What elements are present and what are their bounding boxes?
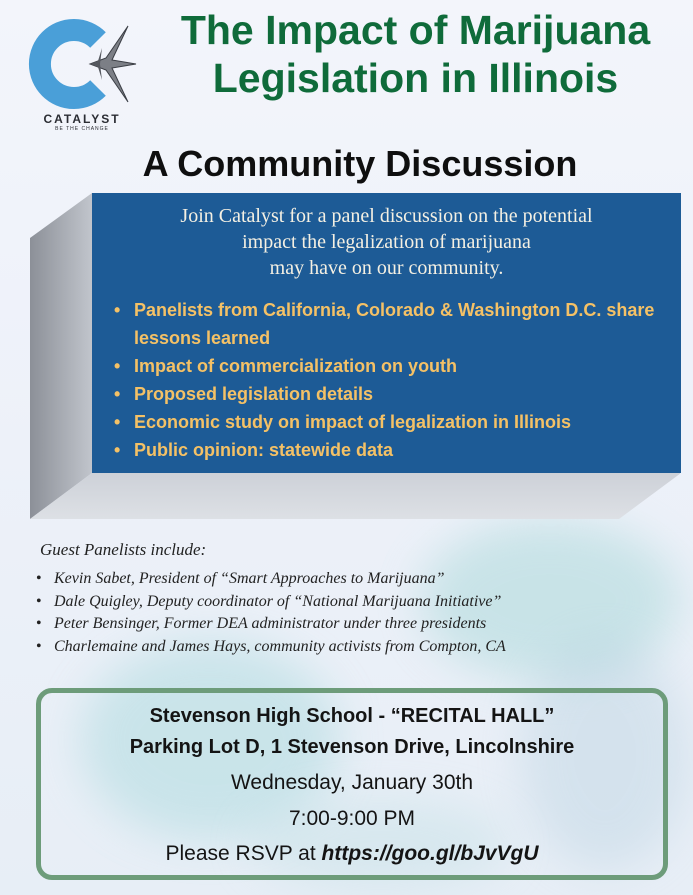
panelist-item: • Charlemaine and James Hays, community activists from Compton, CA	[30, 636, 690, 659]
topic-item: • Economic study on impact of legalization in Illinois	[110, 408, 680, 436]
topic-list	[110, 296, 680, 464]
topic-item: • Public opinion: statewide data	[110, 436, 680, 464]
event-rsvp	[41, 842, 663, 866]
topic-item: • Panelists from California, Colorado & Washington D.C. share lessons learned	[110, 296, 680, 352]
event-details-box	[36, 688, 668, 880]
panelist-item: • Kevin Sabet, President of “Smart Approaches to Marijuana”	[30, 568, 690, 591]
panelist-item: • Dale Quigley, Deputy coordinator of “National Marijuana Initiative”	[30, 591, 690, 614]
intro-text	[92, 203, 681, 281]
rsvp-link[interactable]: https://goo.gl/bJvVgU	[321, 842, 539, 865]
info-box	[30, 193, 680, 523]
panelist-item: • Peter Bensinger, Former DEA administrator under three presidents	[30, 613, 690, 636]
rsvp-label: Please RSVP at	[165, 842, 316, 865]
title-line: The Impact of Marijuana	[180, 7, 651, 53]
topic-item: • Impact of commercialization on youth	[110, 352, 680, 380]
event-address: Parking Lot D, 1 Stevenson Drive, Lincolnshire	[129, 736, 575, 758]
intro-line: impact the legalization of marijuana	[242, 231, 531, 253]
logo-tagline: BE THE CHANGE	[55, 126, 109, 132]
event-date: Wednesday, January 30th	[230, 771, 474, 794]
catalyst-logo	[28, 18, 138, 138]
page-subtitle: A Community Discussion	[142, 143, 578, 184]
panelist-list	[30, 568, 690, 658]
panelists-heading: Guest Panelists include:	[40, 540, 207, 559]
page-title	[138, 6, 693, 102]
intro-line: Join Catalyst for a panel discussion on the potential	[180, 205, 593, 227]
title-line: Legislation in Illinois	[212, 55, 619, 101]
logo-wordmark: CATALYST	[43, 112, 121, 126]
event-venue: Stevenson High School - “RECITAL HALL”	[149, 705, 555, 727]
intro-line: may have on our community.	[269, 257, 504, 279]
event-time: 7:00-9:00 PM	[288, 807, 416, 830]
topic-item: • Proposed legislation details	[110, 380, 680, 408]
catalyst-c-icon	[28, 18, 138, 113]
